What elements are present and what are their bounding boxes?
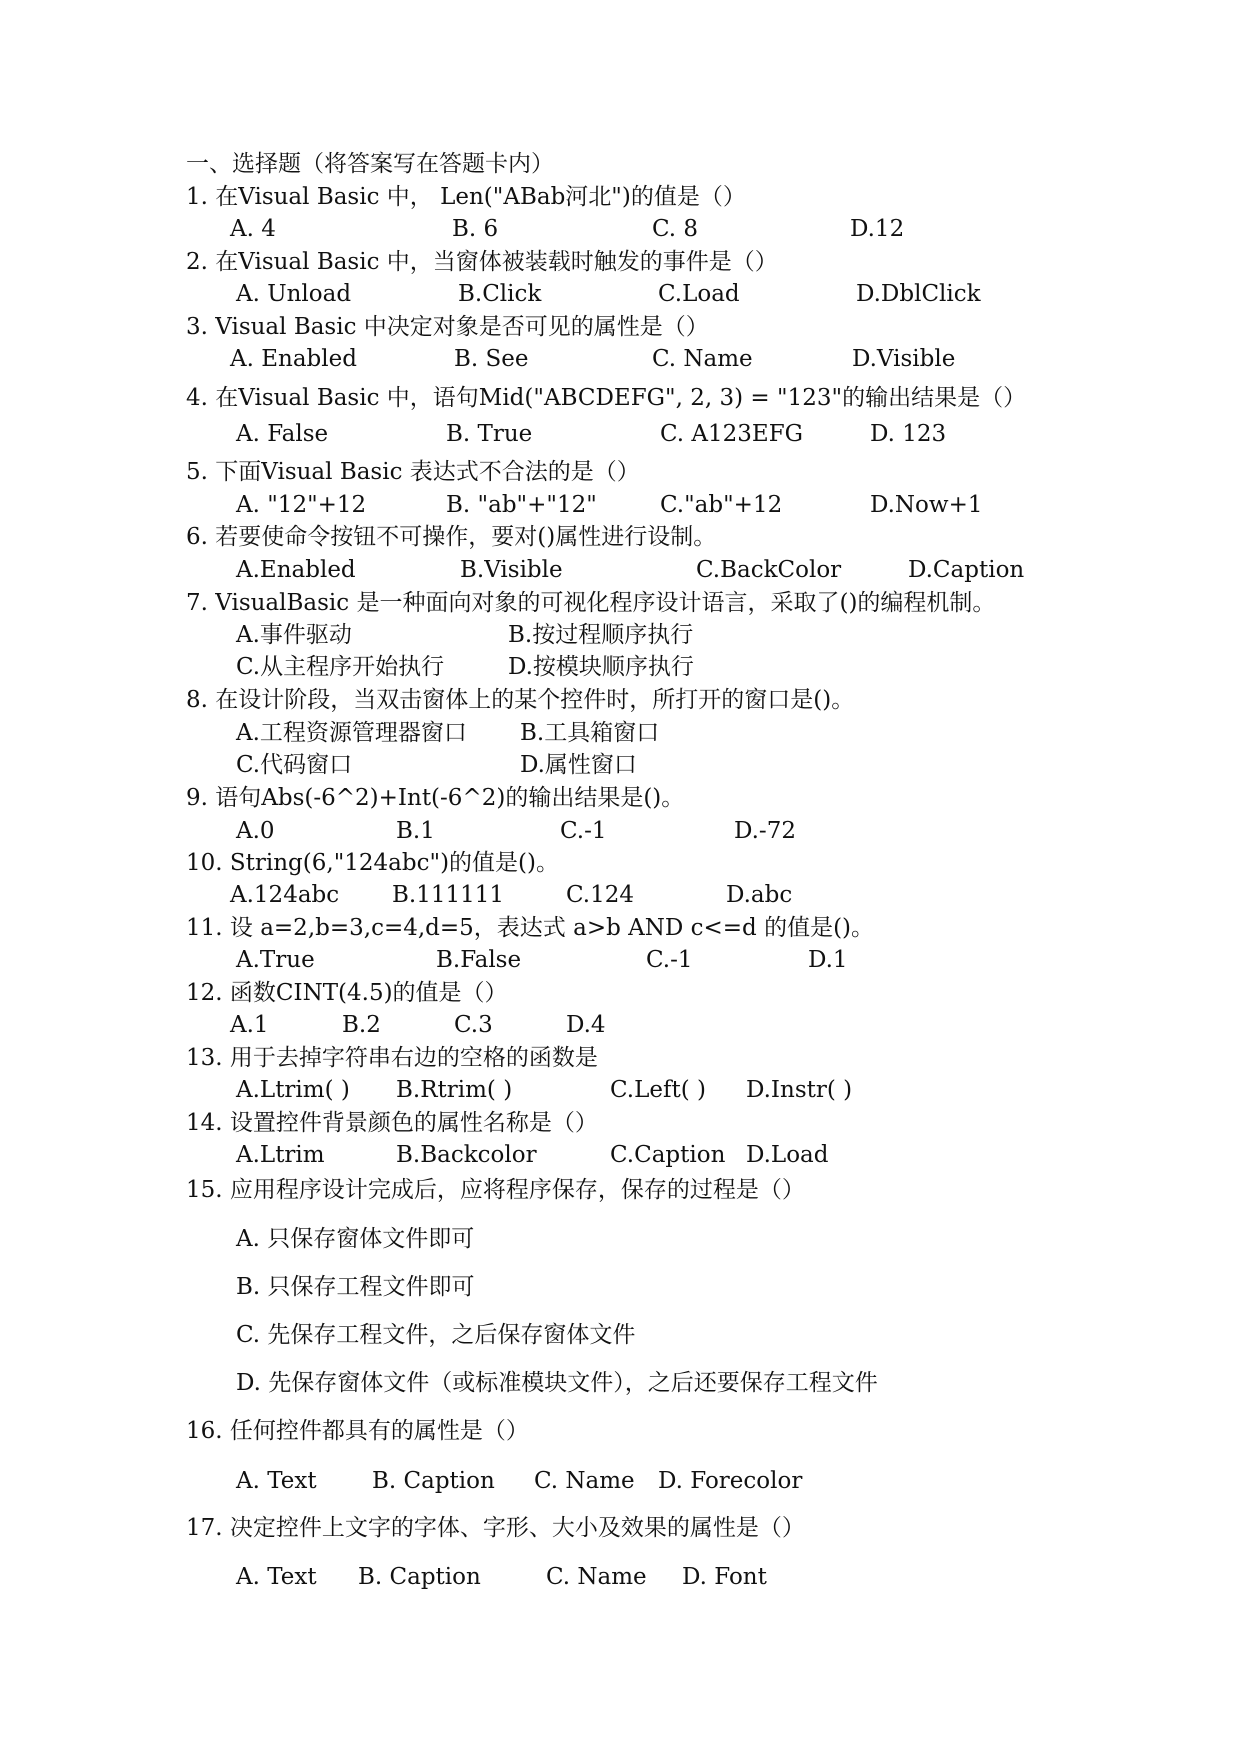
question-13-option-a: A.Ltrim( ) xyxy=(236,1077,350,1103)
question-3-option-d: D.Visible xyxy=(852,346,956,372)
question-2-option-a: A. Unload xyxy=(236,281,352,307)
question-10-option-d: D.abc xyxy=(726,882,793,908)
question-2-option-c: C.Load xyxy=(658,281,740,307)
question-3-option-c: C. Name xyxy=(652,346,753,372)
question-16-stem: 16. 任何控件都具有的属性是（） xyxy=(186,1418,529,1444)
question-12-option-a: A.1 xyxy=(230,1012,269,1038)
question-12-option-d: D.4 xyxy=(566,1012,606,1038)
question-7-option-d: D.按模块顺序执行 xyxy=(508,654,694,680)
question-9-option-a: A.0 xyxy=(236,818,275,844)
question-11-option-c: C.-1 xyxy=(646,947,693,973)
question-8-option-a: A.工程资源管理器窗口 xyxy=(236,720,467,746)
question-12-option-b: B.2 xyxy=(342,1012,381,1038)
question-17-option-b: B. Caption xyxy=(358,1564,481,1590)
question-11-option-b: B.False xyxy=(436,947,522,973)
question-16-option-a: A. Text xyxy=(236,1468,317,1494)
question-17-stem: 17. 决定控件上文字的字体、字形、大小及效果的属性是（） xyxy=(186,1515,805,1541)
question-4-stem: 4. 在Visual Basic 中，语句Mid("ABCDEFG", 2, 3) = "123"的输出结果是（） xyxy=(186,385,1027,411)
question-15-option-c: C. 先保存工程文件，之后保存窗体文件 xyxy=(236,1322,636,1348)
question-11-stem: 11. 设 a=2,b=3,c=4,d=5，表达式 a>b AND c<=d 的值是()。 xyxy=(186,915,875,941)
question-17-option-a: A. Text xyxy=(236,1564,317,1590)
question-3-option-b: B. See xyxy=(454,346,529,372)
question-5-option-c: C."ab"+12 xyxy=(660,492,783,518)
question-1-stem: 1. 在Visual Basic 中， Len("ABab河北")的值是（） xyxy=(186,184,746,210)
question-9-option-b: B.1 xyxy=(396,818,435,844)
question-10-option-b: B.111111 xyxy=(392,882,505,908)
question-15-option-a: A. 只保存窗体文件即可 xyxy=(236,1226,475,1252)
question-8-stem: 8. 在设计阶段，当双击窗体上的某个控件时，所打开的窗口是()。 xyxy=(186,687,855,713)
question-17-option-c: C. Name xyxy=(546,1564,647,1590)
question-13-option-c: C.Left( ) xyxy=(610,1077,706,1103)
question-5-option-a: A. "12"+12 xyxy=(236,492,367,518)
question-6-option-c: C.BackColor xyxy=(696,557,842,583)
question-11-option-a: A.True xyxy=(236,947,315,973)
question-17-option-d: D. Font xyxy=(682,1564,767,1590)
question-16-option-c: C. Name xyxy=(534,1468,635,1494)
question-7-stem: 7. VisualBasic 是一种面向对象的可视化程序设计语言，采取了()的编程机制。 xyxy=(186,590,996,616)
question-10-stem: 10. String(6,"124abc")的值是()。 xyxy=(186,850,559,876)
question-4-option-d: D. 123 xyxy=(870,421,947,447)
question-6-stem: 6. 若要使命令按钮不可操作，要对()属性进行设制。 xyxy=(186,524,717,550)
section-title: 一、选择题（将答案写在答题卡内） xyxy=(186,151,554,177)
question-9-stem: 9. 语句Abs(-6^2)+Int(-6^2)的输出结果是()。 xyxy=(186,785,685,811)
question-12-stem: 12. 函数CINT(4.5)的值是（） xyxy=(186,980,508,1006)
question-3-stem: 3. Visual Basic 中决定对象是否可见的属性是（） xyxy=(186,314,709,340)
question-2-option-b: B.Click xyxy=(458,281,542,307)
question-7-option-b: B.按过程顺序执行 xyxy=(508,622,694,648)
question-11-option-d: D.1 xyxy=(808,947,848,973)
question-14-stem: 14. 设置控件背景颜色的属性名称是（） xyxy=(186,1110,598,1136)
question-4-option-b: B. True xyxy=(446,421,533,447)
question-10-option-c: C.124 xyxy=(566,882,634,908)
question-8-option-d: D.属性窗口 xyxy=(520,752,637,778)
question-14-option-a: A.Ltrim xyxy=(236,1142,325,1168)
question-6-option-d: D.Caption xyxy=(908,557,1025,583)
question-10-option-a: A.124abc xyxy=(230,882,340,908)
question-5-option-b: B. "ab"+"12" xyxy=(446,492,597,518)
question-4-option-a: A. False xyxy=(236,421,329,447)
question-8-option-b: B.工具箱窗口 xyxy=(520,720,660,746)
question-15-stem: 15. 应用程序设计完成后，应将程序保存，保存的过程是（） xyxy=(186,1177,805,1203)
question-12-option-c: C.3 xyxy=(454,1012,493,1038)
question-2-option-d: D.DblClick xyxy=(856,281,981,307)
question-13-option-d: D.Instr( ) xyxy=(746,1077,853,1103)
question-1-option-c: C. 8 xyxy=(652,216,699,242)
question-6-option-a: A.Enabled xyxy=(236,557,356,583)
question-1-option-a: A. 4 xyxy=(230,216,276,242)
question-8-option-c: C.代码窗口 xyxy=(236,752,353,778)
question-15-option-b: B. 只保存工程文件即可 xyxy=(236,1274,475,1300)
question-6-option-b: B.Visible xyxy=(460,557,563,583)
question-13-stem: 13. 用于去掉字符串右边的空格的函数是 xyxy=(186,1045,598,1071)
question-4-option-c: C. A123EFG xyxy=(660,421,804,447)
question-16-option-b: B. Caption xyxy=(372,1468,495,1494)
question-9-option-c: C.-1 xyxy=(560,818,607,844)
question-15-option-d: D. 先保存窗体文件（或标准模块文件），之后还要保存工程文件 xyxy=(236,1370,878,1396)
question-5-option-d: D.Now+1 xyxy=(870,492,983,518)
question-5-stem: 5. 下面Visual Basic 表达式不合法的是（） xyxy=(186,459,640,485)
question-7-option-c: C.从主程序开始执行 xyxy=(236,654,445,680)
question-14-option-d: D.Load xyxy=(746,1142,829,1168)
question-14-option-b: B.Backcolor xyxy=(396,1142,537,1168)
question-3-option-a: A. Enabled xyxy=(230,346,357,372)
question-13-option-b: B.Rtrim( ) xyxy=(396,1077,513,1103)
question-7-option-a: A.事件驱动 xyxy=(236,622,352,648)
question-9-option-d: D.-72 xyxy=(734,818,796,844)
question-16-option-d: D. Forecolor xyxy=(658,1468,803,1494)
question-1-option-b: B. 6 xyxy=(452,216,499,242)
question-2-stem: 2. 在Visual Basic 中，当窗体被装载时触发的事件是（） xyxy=(186,249,778,275)
question-14-option-c: C.Caption xyxy=(610,1142,726,1168)
question-1-option-d: D.12 xyxy=(850,216,905,242)
